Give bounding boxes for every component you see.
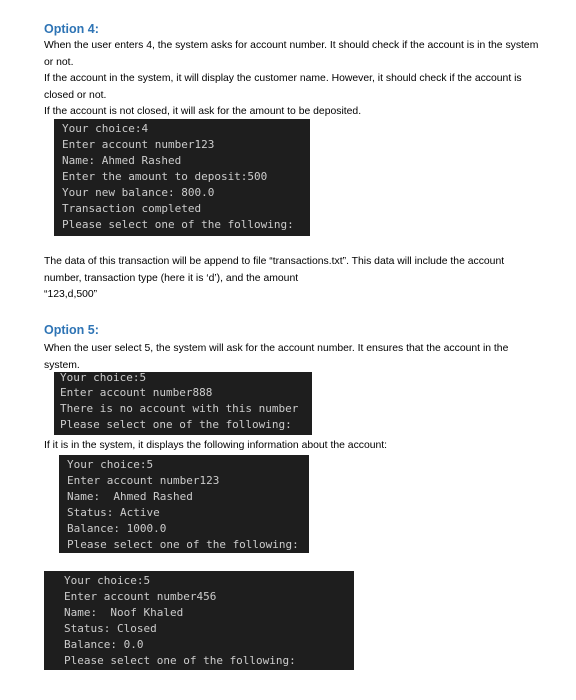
option5-description xyxy=(44,341,544,374)
console-line: Please select one of the following: xyxy=(67,538,299,551)
console-line: Balance: 0.0 xyxy=(64,638,144,651)
console-line: Your choice:5 xyxy=(64,574,151,587)
console-line: Your choice:5 xyxy=(60,372,147,384)
closed-account-console xyxy=(44,571,354,670)
option5-paragraph: When the user select 5, the system will ask for the account number. It ensures that the account in the system. xyxy=(44,343,509,371)
console-line: Name: Ahmed Rashed xyxy=(62,154,182,167)
option4-heading: Option 4: xyxy=(44,22,99,36)
transaction-record-example: “123,d,500” xyxy=(44,289,98,300)
console-line: There is no account with this number xyxy=(60,402,299,415)
console-line: Your choice:5 xyxy=(67,458,154,471)
account-not-found-console xyxy=(54,372,312,435)
console-line: Your new balance: 800.0 xyxy=(62,186,215,199)
console-line: Enter account number123 xyxy=(67,474,220,487)
console-line: Name: Noof Khaled xyxy=(64,606,184,619)
console-line: Enter account number123 xyxy=(62,138,215,151)
console-line: Your choice:4 xyxy=(62,122,149,135)
console-line: Name: Ahmed Rashed xyxy=(67,490,193,503)
info-text: If it is in the system, it displays the following information about the account: xyxy=(44,440,388,451)
console-line: Enter account number456 xyxy=(64,590,217,603)
transaction-file-text: The data of this transaction will be append to file “transactions.txt”. This data will include the account number, transaction type (here it is ‘d’), and the amount xyxy=(44,256,505,284)
console-line: Status: Closed xyxy=(64,622,157,635)
option5-heading: Option 5: xyxy=(44,323,99,337)
console-line: Status: Active xyxy=(67,506,160,519)
console-line: Please select one of the following: xyxy=(64,654,296,667)
console-line: Enter the amount to deposit:500 xyxy=(62,170,268,183)
deposit-console xyxy=(54,119,310,236)
console-line: Please select one of the following: xyxy=(60,418,292,431)
option4-paragraph: If the account is not closed, it will ask for the amount to be deposited. xyxy=(44,106,362,117)
option4-paragraph: If the account in the system, it will display the customer name. However, it should check if the account is closed or not. xyxy=(44,73,522,101)
console-line: Transaction completed xyxy=(62,202,202,215)
option4-paragraph: When the user enters 4, the system asks for account number. It should check if the account is in the system or not. xyxy=(44,40,539,68)
option4-description xyxy=(44,38,544,121)
console-line: Please select one of the following: xyxy=(62,218,294,231)
active-account-console xyxy=(59,455,309,553)
transaction-file-description xyxy=(44,254,544,304)
console-line: Balance: 1000.0 xyxy=(67,522,167,535)
console-line: Enter account number888 xyxy=(60,386,213,399)
option5-info-text xyxy=(44,438,544,455)
